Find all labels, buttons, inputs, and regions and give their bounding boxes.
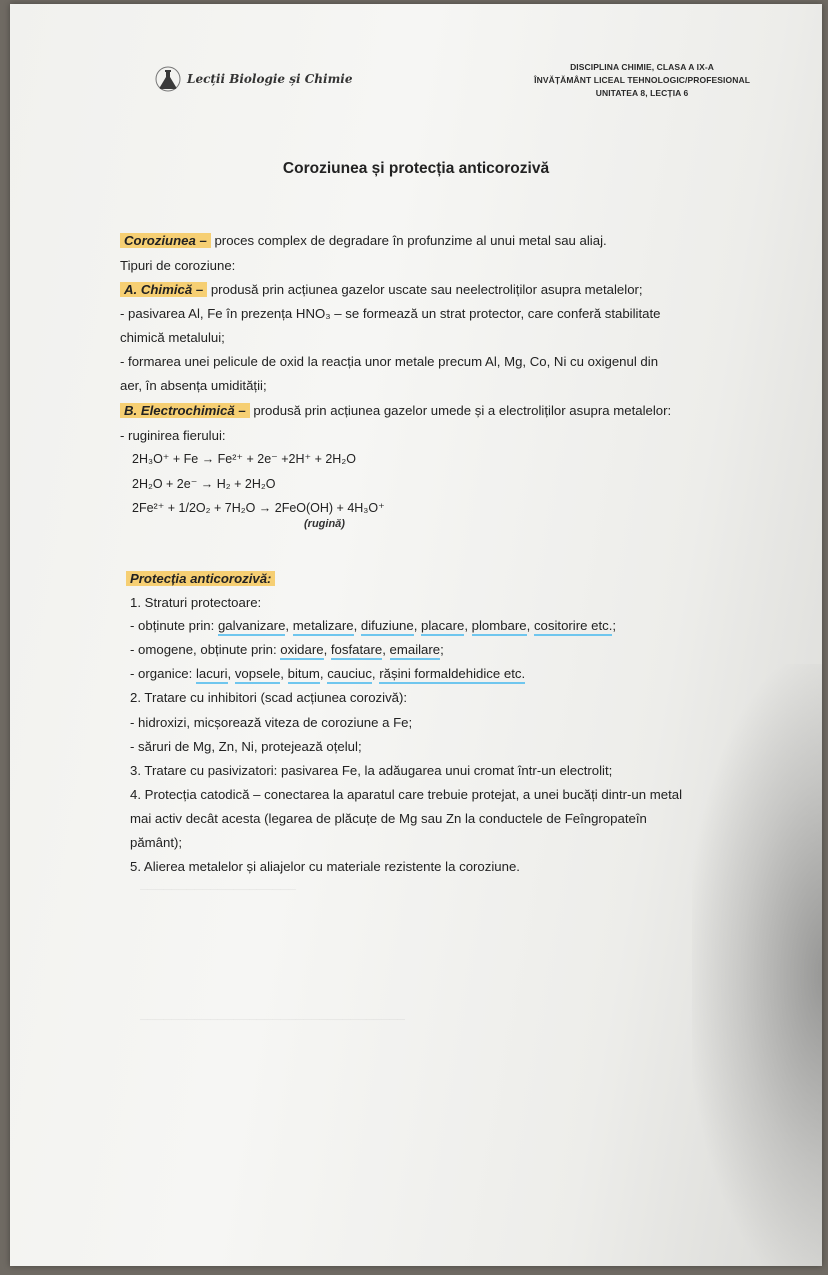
method-emailare: emailare <box>390 642 441 660</box>
chemical-item: aer, în absența umidității; <box>120 378 267 393</box>
logo-text: Lecții Biologie și Chimie <box>187 72 353 86</box>
header-line: ÎNVĂȚĂMÂNT LICEAL TEHNOLOGIC/PROFESIONAL <box>534 75 750 85</box>
chemical-term: A. Chimică – <box>120 282 207 297</box>
method-vopsele: vopsele <box>235 666 280 684</box>
inhibitor-item: - săruri de Mg, Zn, Ni, protejează oțelul; <box>130 739 362 754</box>
electrochemical-text: produsă prin acțiunea gazelor umede și a electroliților asupra metalelor: <box>249 403 672 418</box>
organic-layers: - organice: lacuri, vopsele, bitum, cauciuc, rășini formaldehidice etc. <box>130 665 525 683</box>
method-cositorire: cositorire etc. <box>534 618 612 636</box>
flask-icon <box>155 66 181 92</box>
method-bitum: bitum <box>288 666 320 684</box>
method-rasini: rășini formaldehidice etc. <box>379 666 525 684</box>
layers-title: 1. Straturi protectoare: <box>130 595 262 610</box>
inhibitor-item: - hidroxizi, micșorează viteza de coroziune a Fe; <box>130 715 413 730</box>
cathodic-line: pământ); <box>130 835 183 850</box>
method-lacuri: lacuri <box>196 666 228 684</box>
electrochemical-term: B. Electrochimică – <box>120 403 250 418</box>
rust-label: (rugină) <box>304 518 345 530</box>
chemical-heading <box>120 281 643 299</box>
shadow <box>692 664 822 1266</box>
alloying-line: 5. Alierea metalelor și aliajelor cu materiale rezistente la coroziune. <box>130 859 520 874</box>
definition-line <box>120 232 607 250</box>
header-line: UNITATEA 8, LECȚIA 6 <box>595 88 689 98</box>
electrochemical-item: - ruginirea fierului: <box>120 428 226 443</box>
bleed-through: ────────────────────────────────── <box>140 1014 405 1026</box>
protection-term: Protecția anticorozivă: <box>126 571 275 586</box>
chemical-item: - pasivarea Al, Fe în prezența HNO₃ – se formează un strat protector, care conferă stabilitate <box>120 306 661 321</box>
cathodic-line: mai activ decât acesta (legarea de plăcuțe de Mg sau Zn la conductele de Feîngropateîn <box>130 811 647 826</box>
logo <box>155 66 352 92</box>
page-title: Coroziunea și protecția anticorozivă <box>282 160 550 177</box>
electrochemical-heading <box>120 402 671 420</box>
method-metalizare: metalizare <box>293 618 354 636</box>
header-line: DISCIPLINA CHIMIE, CLASA A IX-A <box>570 62 715 72</box>
method-placare: placare <box>421 618 464 636</box>
organic-prefix: - organice: <box>130 666 196 681</box>
equation: 2Fe²⁺ + 1/2O₂ + 7H₂O → 2FeO(OH) + 4H₃O⁺ <box>132 501 385 515</box>
protection-heading <box>126 570 275 588</box>
equation: 2H₂O + 2e⁻ → H₂ + 2H₂O <box>132 477 276 491</box>
chemical-item: chimică metalului; <box>120 330 225 345</box>
method-galvanizare: galvanizare <box>218 618 285 636</box>
homogeneous-prefix: - omogene, obținute prin: <box>130 642 281 657</box>
method-plombare: plombare <box>472 618 527 636</box>
method-oxidare: oxidare <box>280 642 323 660</box>
method-cauciuc: cauciuc <box>327 666 372 684</box>
metallic-prefix: - obținute prin: <box>130 618 218 633</box>
homogeneous-layers: - omogene, obținute prin: oxidare, fosfatare, emailare; <box>130 641 444 659</box>
types-intro: Tipuri de coroziune: <box>120 258 236 273</box>
equation: 2H₃O⁺ + Fe → Fe²⁺ + 2e⁻ +2H⁺ + 2H₂O <box>132 452 356 466</box>
document-page <box>10 4 822 1266</box>
passivators-line: 3. Tratare cu pasivizatori: pasivarea Fe, la adăugarea unui cromat într-un electrolit; <box>130 763 613 778</box>
inhibitors-title: 2. Tratare cu inhibitori (scad acțiunea corozivă): <box>130 690 408 705</box>
chemical-text: produsă prin acțiunea gazelor uscate sau neelectroliților asupra metalelor; <box>207 282 643 297</box>
definition-text: proces complex de degradare în profunzime al unui metal sau aliaj. <box>210 233 607 248</box>
definition-term: Coroziunea – <box>120 233 211 248</box>
chemical-item: - formarea unei pelicule de oxid la reacția unor metale precum Al, Mg, Co, Ni cu oxigenul din <box>120 354 659 369</box>
bleed-through: ──────────────────── <box>140 884 296 896</box>
cathodic-line: 4. Protecția catodică – conectarea la aparatul care trebuie protejat, a unei bucăți dintr-un metal <box>130 787 683 802</box>
method-difuziune: difuziune <box>361 618 414 636</box>
course-header <box>534 61 750 100</box>
method-fosfatare: fosfatare <box>331 642 382 660</box>
metallic-layers: - obținute prin: galvanizare, metalizare, difuziune, placare, plombare, cositorire etc.; <box>130 617 616 635</box>
